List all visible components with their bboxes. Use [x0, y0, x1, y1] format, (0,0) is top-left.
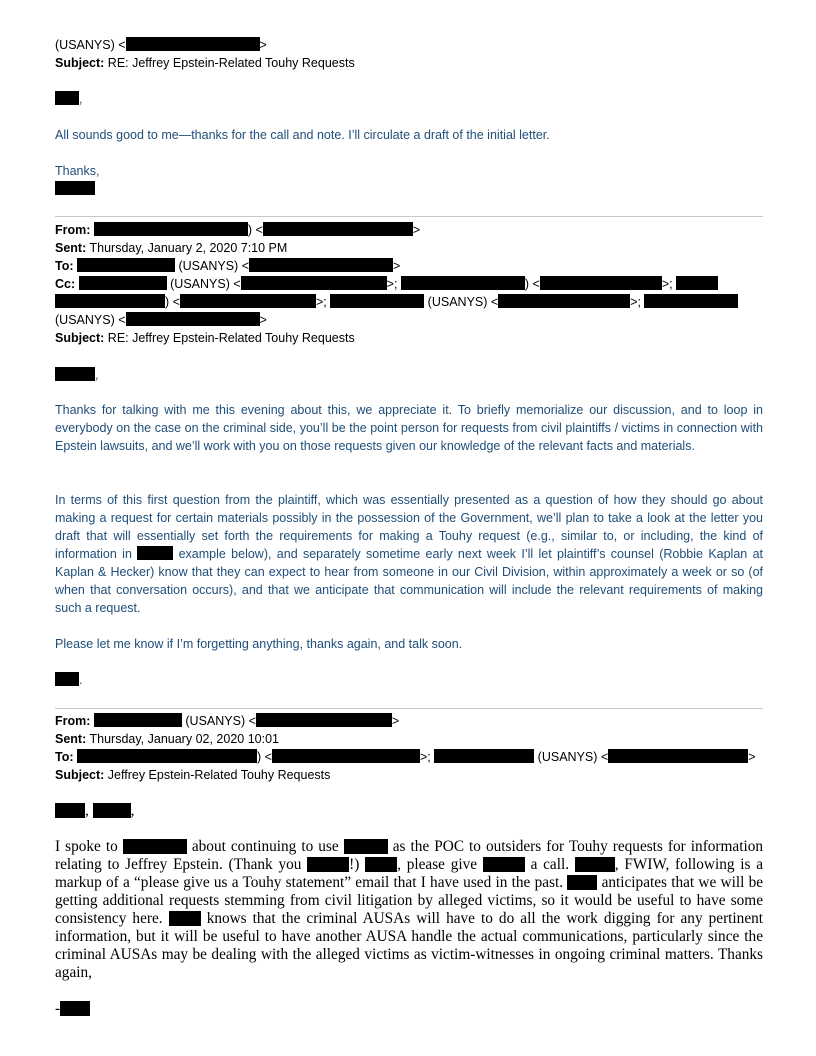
- greeting: , ,: [55, 802, 763, 820]
- usanys-label: (USANYS): [55, 313, 115, 327]
- sent-label: Sent:: [55, 732, 87, 746]
- email-3-header: [55, 712, 763, 784]
- email-1-header: [55, 36, 763, 72]
- usanys-label: (USANYS): [170, 277, 230, 291]
- from-line: From: ) < >: [55, 223, 421, 237]
- usanys-label: (USANYS): [178, 259, 239, 273]
- redaction-box: [330, 294, 424, 308]
- email-1-body-text: All sounds good to me—thanks for the call and note. I’ll circulate a draft of the initial letter.: [55, 128, 550, 142]
- redaction-box: [401, 276, 525, 290]
- para-text: example below), and separately sometime early next week I’ll let plaintiff’s counsel (Robbie Kaplan at Kaplan & Hecker) know that they can expect to hear from someone in our Civil Division, within approximately a week or so (of when that conversation occurs), and that we anticipate that communication will include the relevant requirements of making such a request.: [55, 547, 763, 615]
- redaction-box: [77, 258, 175, 272]
- cc-line: Cc: (USANYS) < >; ) < >;: [55, 275, 763, 293]
- redaction-box: [77, 749, 257, 763]
- dash: -: [55, 1000, 61, 1017]
- redaction-box: [608, 749, 748, 763]
- redaction-box: [55, 367, 95, 381]
- greeting: ,: [55, 366, 763, 384]
- body-text: !): [349, 856, 360, 873]
- subject-label: Subject:: [55, 331, 105, 345]
- sent-value: Thursday, January 02, 2020 10:01: [89, 732, 279, 746]
- signature: [55, 671, 763, 689]
- cc-line-cont: ) < >; (USANYS) < >;: [55, 293, 763, 311]
- redaction-box: [93, 803, 131, 818]
- from-label: From:: [55, 223, 91, 237]
- from-line: From: (USANYS) < >: [55, 714, 400, 728]
- body-text: anticipates that we will be getting additional requests stemming from civil litigation by alleged victims, so it would be useful to have some consistency here.: [55, 874, 764, 927]
- body-text: as the POC to outsiders for Touhy requests for information relating to Jeffrey Epstein. (Thank you: [55, 838, 764, 873]
- redaction-box: [263, 222, 413, 236]
- closing: Thanks,: [55, 164, 100, 178]
- email-2-para-1: Thanks for talking with me this evening about this, we appreciate it. To briefly memorialize our discussion, and to loop in everybody on the case on the criminal side, you’ll be the point person for requests from civil plaintiffs / victims in connection with Epstein lawsuits, and we’ll work with you on those requests given our knowledge of the relevant facts and materials.: [55, 403, 763, 453]
- to-line: To: ) < >; (USANYS) < >: [55, 750, 756, 764]
- signature-period: .: [79, 673, 83, 687]
- signature: [55, 180, 763, 198]
- redaction-box: [79, 276, 167, 290]
- body-text: , please give: [397, 856, 478, 873]
- subject-text: RE: Jeffrey Epstein-Related Touhy Requests: [107, 56, 355, 70]
- usanys-label: (USANYS) <: [55, 38, 126, 52]
- to-label: To:: [55, 750, 74, 764]
- body-text: about continuing to use: [191, 838, 339, 855]
- greeting-comma: ,: [79, 92, 83, 106]
- greeting: [55, 90, 763, 108]
- email-2-para-2: [55, 491, 763, 617]
- subject-text: RE: Jeffrey Epstein-Related Touhy Requests: [107, 331, 355, 345]
- redaction-box: [483, 857, 525, 872]
- redaction-box: [676, 276, 718, 290]
- to-label: To:: [55, 259, 74, 273]
- email-1-body: [55, 90, 763, 108]
- subject-label: Subject:: [55, 768, 105, 782]
- signature: [55, 1000, 763, 1018]
- para-text: In terms of this first question from the plaintiff, which was essentially presented as a question of how they should go about making a request for certain materials possibly in the possession of the Government, we’ll plan to take a look at the letter you draft that will essentially set forth the requirements for making a Touhy request (e.g., similar to, or including, the kind of information in: [55, 493, 763, 561]
- sent-value: Thursday, January 2, 2020 7:10 PM: [89, 241, 288, 255]
- redaction-box: [55, 91, 79, 105]
- sent-line: [55, 239, 763, 257]
- subject-line: [55, 54, 763, 72]
- redaction-box: [55, 672, 79, 686]
- redaction-box: [137, 546, 173, 560]
- subject-text: Jeffrey Epstein-Related Touhy Requests: [107, 768, 331, 782]
- recipient-continuation: [55, 36, 763, 54]
- redaction-box: [365, 857, 397, 872]
- cc-label: Cc:: [55, 277, 76, 291]
- redaction-box: [272, 749, 420, 763]
- separator-rule: [55, 708, 763, 709]
- redaction-box: [55, 181, 95, 195]
- body-text: I spoke to: [55, 838, 118, 855]
- redaction-box: [307, 857, 349, 872]
- redaction-box: [540, 276, 662, 290]
- separator-rule: [55, 216, 763, 217]
- redaction-box: [169, 911, 201, 926]
- redaction-box: [241, 276, 387, 290]
- redaction-box: [256, 713, 392, 727]
- email-2-para-3: Please let me know if I’m forgetting anything, thanks again, and talk soon.: [55, 637, 463, 651]
- redaction-box: [126, 37, 260, 51]
- to-line: To: (USANYS) < >: [55, 259, 401, 273]
- usanys-label: (USANYS) <: [185, 714, 256, 728]
- redaction-box: [94, 222, 248, 236]
- redaction-box: [249, 258, 393, 272]
- redaction-box: [126, 312, 260, 326]
- sent-label: Sent:: [55, 241, 87, 255]
- from-label: From:: [55, 714, 91, 728]
- redaction-box: [644, 294, 738, 308]
- redaction-box: [55, 294, 165, 308]
- redaction-box: [434, 749, 534, 763]
- redaction-box: [60, 1001, 90, 1016]
- body-text: knows that the criminal AUSAs will have to do all the work digging for any pertinent information, but it will be useful to have another AUSA handle the actual communications, particularly since the criminal AUSAs may be dealing with the alleged victims as victim-witnesses in ongoing criminal matters. Thanks again,: [55, 910, 764, 981]
- sent-line: [55, 730, 763, 748]
- email-3-body: [55, 838, 763, 982]
- subject-line: [55, 329, 763, 347]
- email-2-header: [55, 221, 763, 347]
- body-text: , FWIW, following is a markup of a “please give us a Touhy statement” email that I have used in the past.: [55, 856, 764, 891]
- redaction-box: [94, 713, 182, 727]
- subject-label: Subject:: [55, 56, 105, 70]
- redaction-box: [55, 803, 85, 818]
- redaction-box: [575, 857, 615, 872]
- subject-line: [55, 766, 763, 784]
- bracket-close: >: [259, 38, 267, 52]
- redaction-box: [344, 839, 388, 854]
- body-text: a call.: [530, 856, 570, 873]
- redaction-box: [498, 294, 630, 308]
- redaction-box: [567, 875, 597, 890]
- cc-line-cont2: (USANYS) < >: [55, 313, 267, 327]
- redaction-box: [123, 839, 187, 854]
- usanys-label: (USANYS) <: [537, 750, 609, 764]
- redaction-box: [180, 294, 316, 308]
- usanys-label: (USANYS): [427, 295, 488, 309]
